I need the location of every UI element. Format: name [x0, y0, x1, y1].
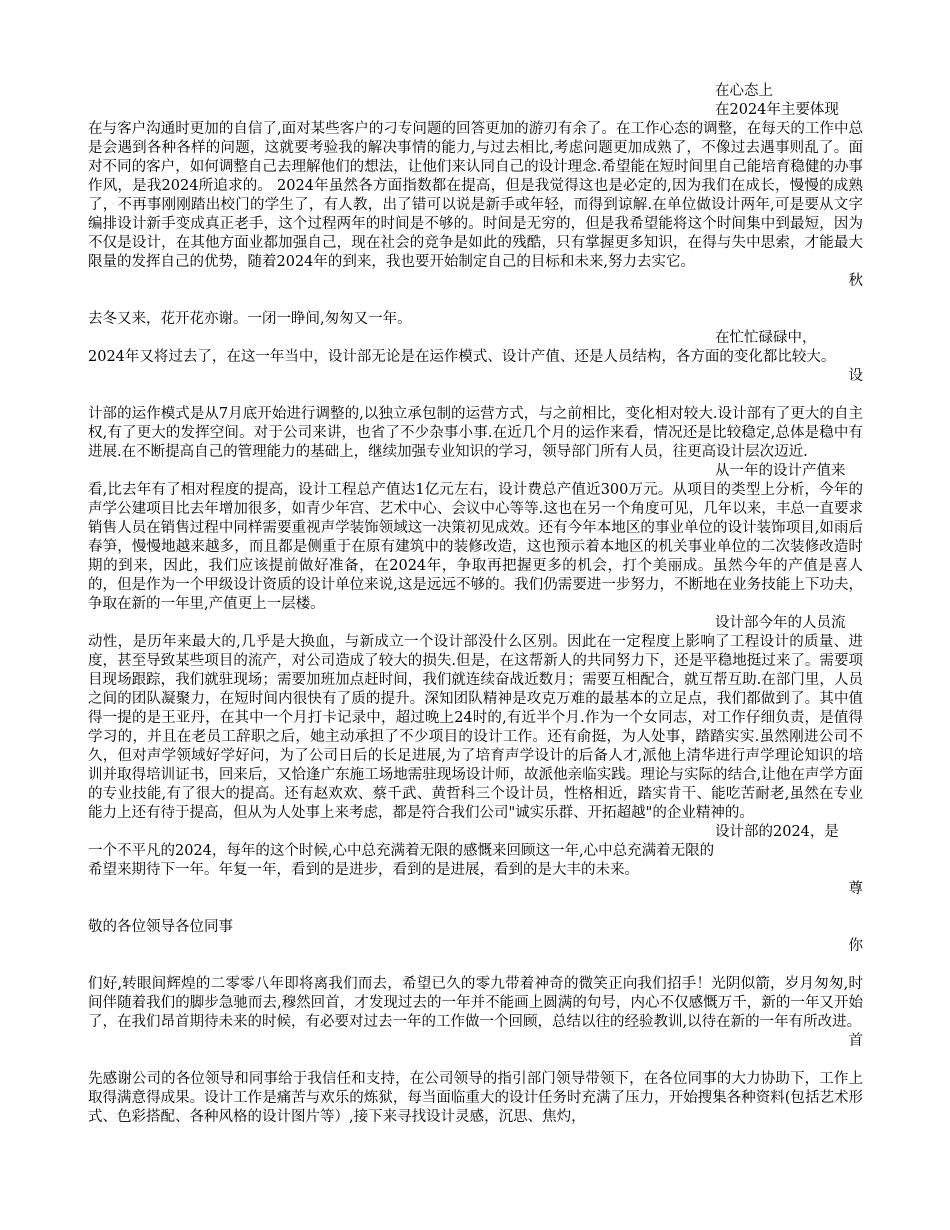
paragraph-initial-char: 尊: [848, 881, 863, 897]
heading-mindset: 在心态上: [715, 83, 773, 99]
paragraph-body: 先感谢公司的各位领导和同事给于我信任和支持，在公司领导的指引部门领导带领下，在各位同事的大力协助下，工作上取得满意得成果。设计工作是痛苦与欢乐的炼狱，每当面临重大的设计任务时充满了压力，开始搜集各种资料(包括艺术形式、色彩搭配、各种风格的设计图片等）,接下来寻找设计灵感，沉思、焦灼，: [88, 1071, 863, 1125]
paragraph-initial-char: 首: [848, 1033, 863, 1049]
paragraph-body: 希望来期待下一年。年复一年，看到的是进步，看到的是进展，看到的是大丰的未来。: [88, 862, 639, 878]
paragraph-body: 计部的运作模式是从7月底开始进行调整的,以独立承包制的运营方式，与之前相比，变化相对较大.设计部有了更大的自主权,有了更大的发挥空间。对于公司来讲，也省了不少杂事小事.在近几个月的运作来看，情况还是比较稳定,总体是稳中有进展.在不断提高自己的管理能力的基础上，继续加强专业知识的学习，领导部门所有人员，往更高设计层次迈近.: [88, 406, 863, 460]
paragraph-initial-char: 秋: [848, 273, 863, 289]
greeting-line: 敬的各位领导各位同事: [88, 919, 233, 935]
paragraph-body: 一个不平凡的2024，每年的这个时候,心中总充满着无限的感慨来回顾这一年,心中总充满着无限的: [88, 843, 715, 859]
paragraph-initial-char: 设: [848, 368, 863, 384]
paragraph-body: 在与客户沟通时更加的自信了,面对某些客户的刁专问题的回答更加的游刃有余了。在工作心态的调整，在每天的工作中总是会遇到各种各样的问题，这就要考验我的解决事情的能力,与过去相比,考虑问题更加成熟了，不像过去遇事则乱了。面对不同的客户，如何调整自己去理解他们的想法，让他们来认同自己的设计理念.希望能在短时间里自己能培育稳健的办事作风，是我2024所追求的。 2024年虽然各方面指数都在提高，但是我觉得这也是必定的,因为我们在成长，慢慢的成熟了，不再事刚刚踏出校门的学生了，有人教，出了错可以说是新手或年轻，而得到谅解.在单位做设计两年,可是要从文字编排设计新手变成真正老手，这个过程两年的时间是不够的。时间是无穷的，但是我希望能将这个时间集中到最短，因为不仅是设计，在其他方面业都加强自己，现在社会的竞争是如此的残酷，只有掌握更多知识，在得与失中思索，才能最大限量的发挥自己的优势，随着2024年的到来，我也要开始制定自己的目标和未来,努力去实它。: [88, 121, 863, 270]
document-page: [88, 82, 863, 1127]
paragraph-lead-in: 从一年的设计产值来: [715, 463, 846, 479]
paragraph-lead-in: 在2024年主要体现: [715, 102, 839, 118]
paragraph-body: 们好,转眼间辉煌的二零零八年即将离我们而去，希望已久的零九带着神奇的微笑正向我们招手！光阴似箭，岁月匆匆,时间伴随着我们的脚步急驰而去,穆然回首，才发现过去的一年并不能画上圆满的句号，内心不仅感慨万千，新的一年又开始了，在我们昂首期待未来的时候，有必要对过去一年的工作做一个回顾，总结以往的经验教训,以待在新的一年有所改进。: [88, 976, 863, 1030]
paragraph-body: 去冬又来，花开花亦谢。一闭一睁间,匆匆又一年。: [88, 311, 412, 327]
paragraph-body: 看,比去年有了相对程度的提高，设计工程总产值达1亿元左右，设计费总产值近300万元。从项目的类型上分析，今年的声学公建项目比去年增加很多，如青少年宫、艺术中心、会议中心等等.这也在另一个角度可见，几年以来，丰总一直要求销售人员在销售过程中同样需要重视声学装饰领域这一决策初见成效。还有今年本地区的事业单位的设计装饰项目,如雨后春笋，慢慢地越来越多，而且都是侧重于在原有建筑中的装修改造，这也预示着本地区的机关事业单位的二次装修改造时期的到来，因此，我们应该提前做好准备，在2024年，争取再把握更多的机会，打个美丽成。虽然今年的产值是喜人的，但是作为一个甲级设计资质的设计单位来说,这是远远不够的。我们仍需要进一步努力，不断地在业务技能上下功夫，争取在新的一年里,产值更上一层楼。: [88, 482, 863, 612]
paragraph-initial-char: 你: [848, 938, 863, 954]
paragraph-lead-in: 设计部的2024，是: [715, 824, 839, 840]
paragraph-lead-in: 设计部今年的人员流: [715, 615, 846, 631]
paragraph-body: 2024年又将过去了，在这一年当中，设计部无论是在运作模式、设计产值、还是人员结构，各方面的变化都比较大。: [88, 349, 836, 365]
paragraph-lead-in: 在忙忙碌碌中，: [715, 330, 817, 346]
paragraph-body: 动性，是历年来最大的,几乎是大换血，与新成立一个设计部没什么区别。因此在一定程度上影响了工程设计的质量、进度，甚至导致某些项目的流产，对公司造成了较大的损失.但是，在这帮新人的共同努力下，还是平稳地挺过来了。需要项目现场跟踪，我们就驻现场；需要加班加点赶时间，我们就连续奋战近数月；需要互相配合，就互帮互助.在部门里，人员之间的团队凝聚力，在短时间内很快有了质的提升。深知团队精神是攻克万难的最基本的立足点，我们都做到了。其中值得一提的是王亚丹，在其中一个月打卡记录中，超过晚上24时的,有近半个月.作为一个女同志，对工作仔细负责，是值得学习的，并且在老员工辞职之后，她主动承担了不少项目的设计工作。还有俞挺，为人处事，踏踏实实.虽然刚进公司不久，但对声学领域好学好问，为了公司日后的长足进展,为了培育声学设计的后备人才,派他上清华进行声学理论知识的培训并取得培训证书，回来后，又恰逢广东施工场地需驻现场设计师，故派他亲临实践。理论与实际的结合,让他在声学方面的专业技能,有了很大的提高。还有赵欢欢、蔡千武、黄哲科三个设计员，性格相近，踏实肯干、能吃苦耐老,虽然在专业能力上还有待于提高，但从为人处事上来考虑，都是符合我们公司"诚实乐群、开拓超越"的企业精神的。: [88, 634, 863, 821]
